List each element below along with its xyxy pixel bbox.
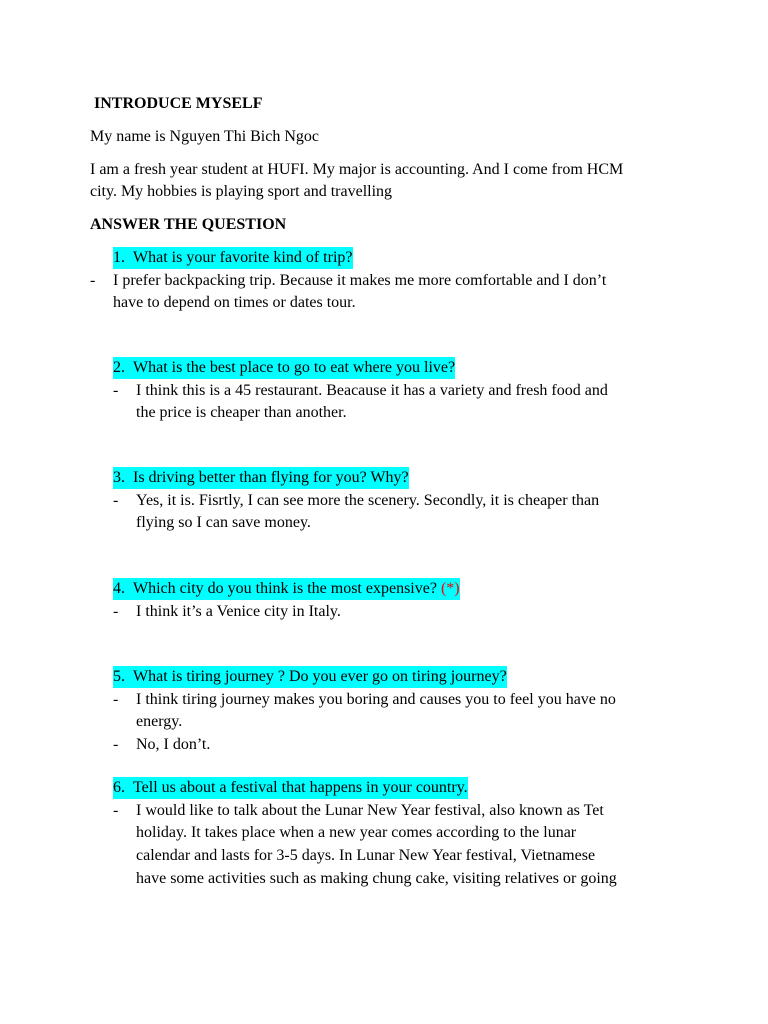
question-5 xyxy=(113,666,507,688)
answer-line: calendar and lasts for 3-5 days. In Lunar New Year festival, Vietnamese xyxy=(136,847,596,864)
question-number: 4. xyxy=(113,580,125,597)
question-3 xyxy=(113,467,409,489)
answer-bullet: - xyxy=(113,691,119,708)
answer-line: flying so I can save money. xyxy=(136,514,311,531)
answer-line: Yes, it is. Fisrtly, I can see more the scenery. Secondly, it is cheaper than xyxy=(136,492,600,509)
question-text: What is your favorite kind of trip? xyxy=(133,249,353,266)
question-text: What is the best place to go to eat where you live? xyxy=(133,359,456,376)
answer-line: I think tiring journey makes you boring and causes you to feel you have no xyxy=(136,691,616,708)
intro-name-line: My name is Nguyen Thi Bich Ngoc xyxy=(90,128,320,145)
question-number: 2. xyxy=(113,359,125,376)
answer-line: holiday. It takes place when a new year comes according to the lunar xyxy=(136,824,577,841)
question-text: Which city do you think is the most expensive? xyxy=(133,580,437,597)
answer-line: No, I don’t. xyxy=(136,736,211,753)
question-2 xyxy=(113,357,455,379)
important-marker: (*) xyxy=(440,580,460,597)
question-number: 6. xyxy=(113,779,125,796)
question-number: 5. xyxy=(113,668,125,685)
section-heading: ANSWER THE QUESTION xyxy=(90,216,287,233)
question-4 xyxy=(113,578,460,600)
answer-line: I think this is a 45 restaurant. Beacause it has a variety and fresh food and xyxy=(136,382,608,399)
intro-bio-line-2: city. My hobbies is playing sport and travelling xyxy=(90,183,393,200)
answer-bullet: - xyxy=(113,492,119,509)
answer-bullet: - xyxy=(113,382,119,399)
intro-bio-line-1: I am a fresh year student at HUFI. My major is accounting. And I come from HCM xyxy=(90,161,624,178)
answer-bullet: - xyxy=(113,802,119,819)
answer-line: have some activities such as making chung cake, visiting relatives or going xyxy=(136,870,617,887)
question-text: Tell us about a festival that happens in your country. xyxy=(133,779,468,796)
answer-bullet: - xyxy=(90,272,96,289)
answer-line: the price is cheaper than another. xyxy=(136,404,347,421)
page-title: INTRODUCE MYSELF xyxy=(94,95,263,112)
answer-line: I think it’s a Venice city in Italy. xyxy=(136,603,341,620)
question-1 xyxy=(113,247,353,269)
answer-bullet: - xyxy=(113,603,119,620)
question-number: 1. xyxy=(113,249,125,266)
answer-line: I would like to talk about the Lunar New Year festival, also known as Tet xyxy=(136,802,604,819)
answer-bullet: - xyxy=(113,736,119,753)
question-text: Is driving better than flying for you? Why? xyxy=(133,469,409,486)
question-text: What is tiring journey ? Do you ever go on tiring journey? xyxy=(133,668,507,685)
answer-line: I prefer backpacking trip. Because it makes me more comfortable and I don’t xyxy=(113,272,607,289)
answer-line: energy. xyxy=(136,713,183,730)
answer-line: have to depend on times or dates tour. xyxy=(113,294,356,311)
question-6 xyxy=(113,777,468,799)
question-number: 3. xyxy=(113,469,125,486)
